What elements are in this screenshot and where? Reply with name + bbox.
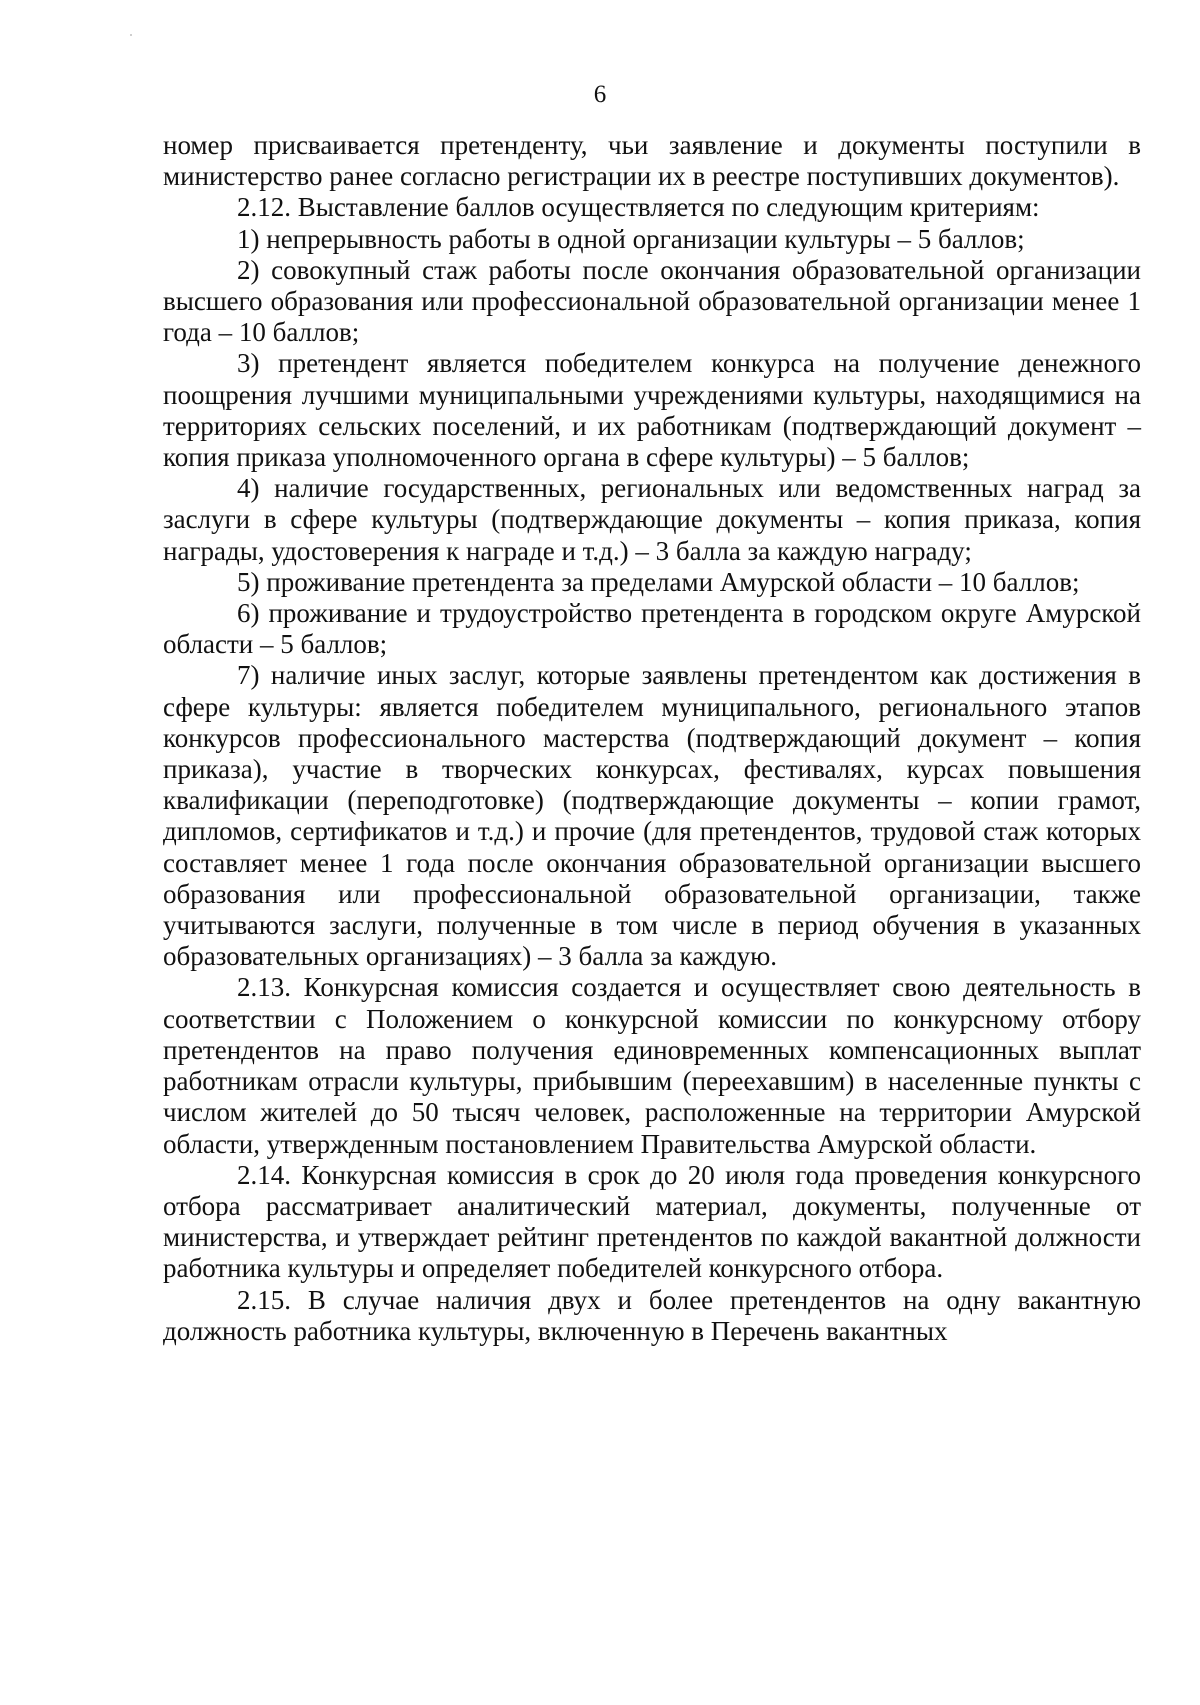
criterion-4: 4) наличие государственных, региональных или ведомственных наград за заслуги в сфере культуры (подтверждающие документы – копия приказа, копия награды, удостоверения к награде и т.д.) – 3 балла за каждую награду;: [163, 473, 1141, 566]
paragraph-2-12: 2.12. Выставление баллов осуществляется по следующим критериям:: [237, 192, 1040, 223]
paragraph-continuation: номер присваивается претенденту, чьи заявление и документы поступили в министерство ранее согласно регистрации их в реестре поступивших документов).: [163, 130, 1141, 192]
criterion-5: 5) проживание претендента за пределами Амурской области – 10 баллов;: [237, 566, 1080, 597]
criterion-7: 7) наличие иных заслуг, которые заявлены претендентом как достижения в сфере культуры: является победителем муниципального, регионального этапов конкурсов профессионального мастерства (подтверждающий документ – копия приказа), участие в творческих конкурсах, фестивалях, курсах повышения квалификации (переподготовке) (подтверждающие документы – копии грамот, дипломов, сертификатов и т.д.) и прочие (для претендентов, трудовой стаж которых составляет менее 1 года после окончания образовательной организации высшего образования или профессиональной образовательной организации, также учитываются заслуги, полученные в том числе в период обучения в указанных образовательных организациях) – 3 балла за каждую.: [163, 660, 1141, 972]
criterion-2: 2) совокупный стаж работы после окончания образовательной организации высшего образования или профессиональной образовательной организации менее 1 года – 10 баллов;: [163, 254, 1141, 348]
criterion-6: 6) проживание и трудоустройство претендента в городском округе Амурской области – 5 баллов;: [163, 598, 1141, 660]
paragraph-2-14: 2.14. Конкурсная комиссия в срок до 20 июля года проведения конкурсного отбора рассматривает аналитический материал, документы, полученные от министерства, и утверждает рейтинг претендентов по каждой вакантной должности работника культуры и определяет победителей конкурсного отбора.: [163, 1159, 1141, 1284]
document-body: [163, 130, 1141, 1347]
paragraph-2-15: 2.15. В случае наличия двух и более претендентов на одну вакантную должность работника культуры, включенную в Перечень вакантных: [163, 1284, 1141, 1346]
criterion-3: 3) претендент является победителем конкурса на получение денежного поощрения лучшими муниципальными учреждениями культуры, находящимися на территориях сельских поселений, и их работникам (подтверждающий документ – копия приказа уполномоченного органа в сфере культуры) – 5 баллов;: [163, 348, 1141, 473]
criterion-1: 1) непрерывность работы в одной организации культуры – 5 баллов;: [237, 223, 1025, 254]
paragraph-2-13: 2.13. Конкурсная комиссия создается и осуществляет свою деятельность в соответствии с Положением о конкурсной комиссии по конкурсному отбору претендентов на право получения единовременных компенсационных выплат работникам отрасли культуры, прибывшим (переехавшим) в населенные пункты с числом жителей до 50 тысяч человек, расположенные на территории Амурской области, утвержденным постановлением Правительства Амурской области.: [163, 972, 1141, 1159]
scan-speck: [130, 34, 132, 36]
page-number: 6: [593, 81, 607, 108]
